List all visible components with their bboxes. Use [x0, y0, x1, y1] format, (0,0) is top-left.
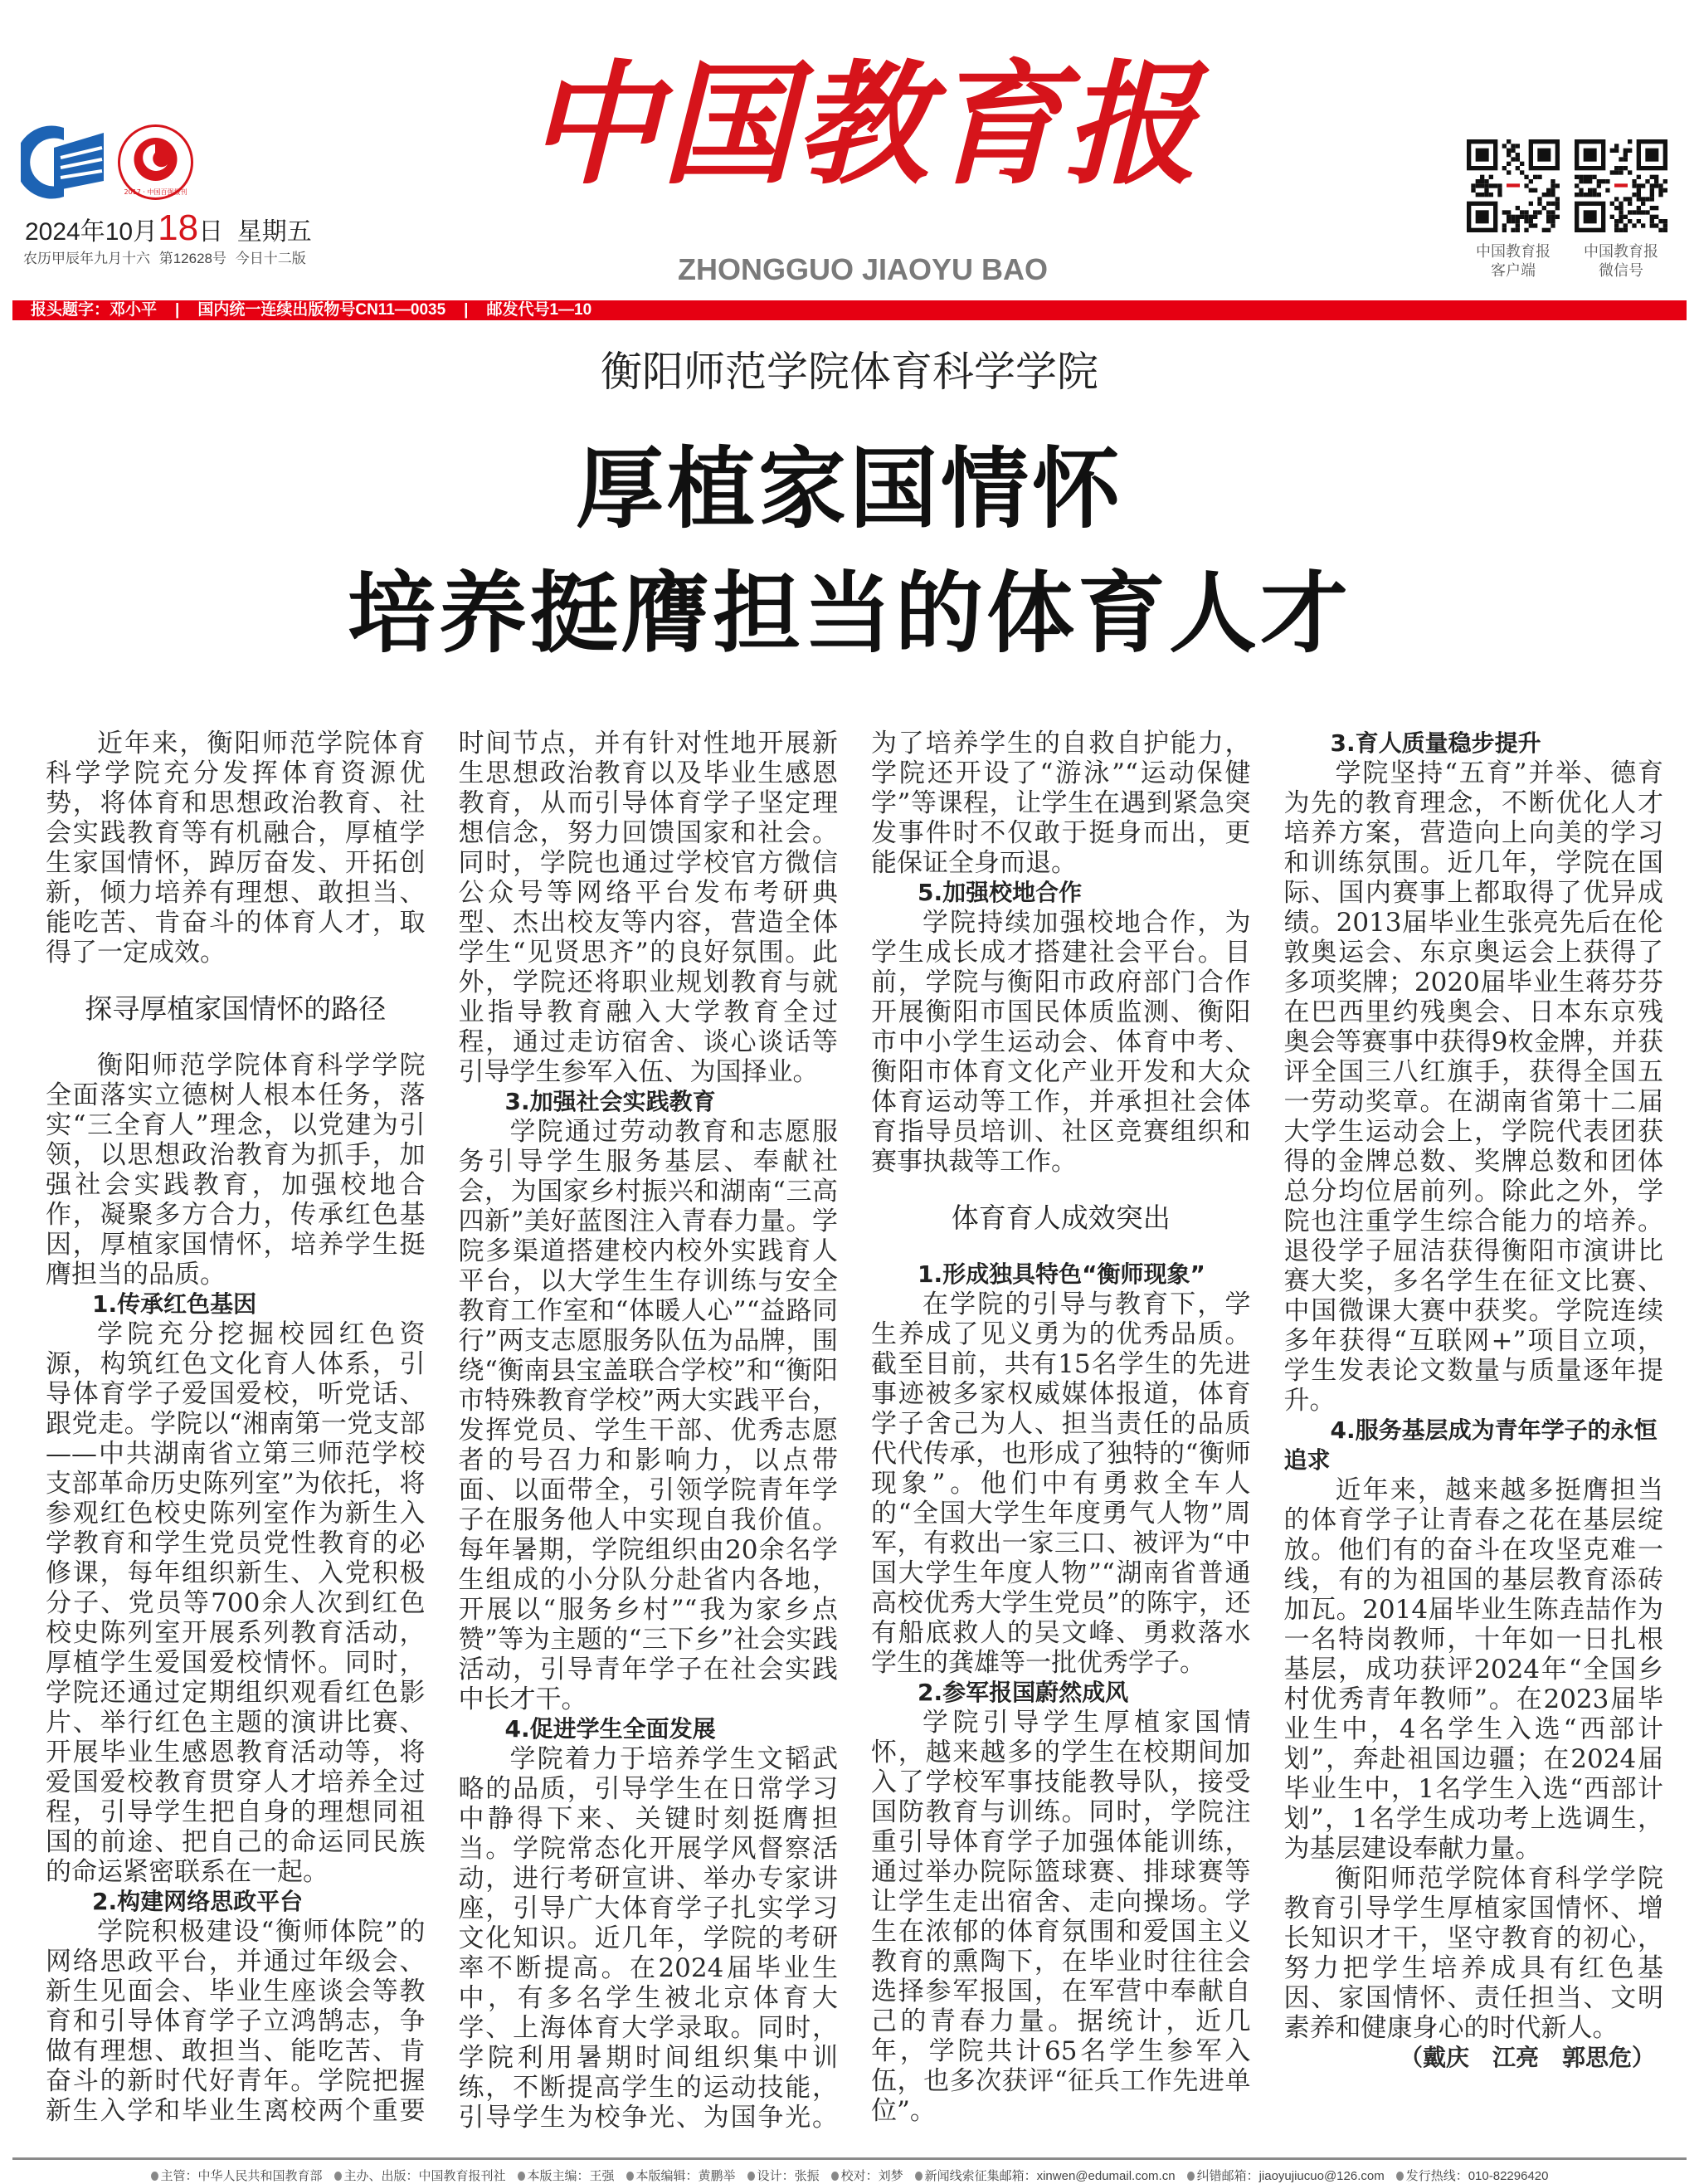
subsection-heading: 4.促进学生全面发展	[504, 1715, 716, 1743]
footer-item	[915, 2169, 1176, 2183]
bullet-icon	[518, 2172, 525, 2181]
article-title-line-2: 培养挺膺担当的体育人才	[348, 561, 1351, 665]
subsection-heading: 2.参军报国蔚然成风	[918, 1679, 1129, 1706]
paragraph: 学院坚持“五育”并举、德育为先的教育理念，不断优化人才培养方案，营造向上向美的学习和训练氛围。近几年，学院在国际、国内赛事上都取得了优异成绩。2013届毕业生张亮先后在伦敦奥运会、东京奥运会上获得了多项奖牌；2020届毕业生蒋芬芬在巴西里约残奥会、日本东京残奥会等赛事中获得9枚金牌，并获评全国三八红旗手，获得全国五一劳动奖章。在湖南省第十二届大学生运动会上，学院代表团获得的金牌总数、奖牌总数和团体总分均位居前列。除此之外，学院也注重学生综合能力的培养。退役学子屈洁获得衡阳市演讲比赛大奖，多名学生在征文比赛、中国微课大赛中获奖。学院连续多年获得“互联网+”项目立项，学生发表论文数量与质量逐年提升。	[1283, 758, 1663, 1416]
subsection-heading: 4.服务基层成为青年学子的永恒追求	[1283, 1416, 1658, 1474]
masthead-info-bar	[12, 300, 1687, 320]
section-heading: 体育育人成效突出	[951, 1202, 1171, 1234]
qr-label-wechat	[1563, 242, 1679, 280]
paragraph: 在学院的引导与教育下，学生养成了见义勇为的优秀品质。截至目前，共有15名学生的先进事迹被多家权威媒体报道，体育学子舍己为人、担当责任的品质代代传承，也形成了独特的“衡师现象”。他们中有勇救全车人的“全国大学生年度勇气人物”周军，有救出一家三口、被评为“中国大学生年度人物”“湖南省普通高校优秀大学生党员”的陈宇，还有船底救人的吴文峰、勇救落水学生的龚雄等一批优秀学子。	[871, 1289, 1251, 1678]
paragraph: 衡阳师范学院体育科学学院全面落实立德树人根本任务，落实“三全育人”理念，以党建为引领，以思想政治教育为抓手，加强社会实践教育，加强校地合作，凝聚多方合力，传承红色基因，厚植家国情怀，培养学生挺膺担当的品质。	[46, 1051, 426, 1289]
author-byline: （戴庆 江亮 郭思危）	[1399, 2044, 1655, 2071]
footer-item	[151, 2169, 323, 2183]
subsection-heading: 1.形成独具特色“衡师现象”	[918, 1260, 1205, 1288]
footer-item	[831, 2169, 903, 2183]
bullet-icon	[915, 2172, 923, 2181]
qr-label-line: 中国教育报	[1476, 243, 1551, 260]
footer-item-text: 校对：刘梦	[840, 2169, 903, 2183]
article-title-line-1: 厚植家国情怀	[576, 436, 1123, 540]
footer-item-text: 主管：中华人民共和国教育部	[160, 2169, 323, 2183]
paragraph: 学院引导学生厚植家国情怀，越来越多的学生在校期间加入了学校军事技能教导队，接受国防教育与训练。同时，学院注重引导体育学子加强体能训练，通过举办院际篮球赛、排球赛等让学生走出宿舍、走向操场。学生在浓郁的体育氛围和爱国主义教育的熏陶下，在毕业时往往会选择参军报国，在军营中奉献自己的青春力量。据统计，近几年，学院共计65名学生参军入伍，也多次获评“征兵工作先进单位”。	[871, 1708, 1251, 2126]
lunar-issue-info: 农历甲辰年九月十六 第12628号 今日十二版	[23, 251, 306, 266]
weekday: 星期五	[236, 218, 312, 246]
article-kicker: 衡阳师范学院体育科学学院	[601, 348, 1098, 396]
issue-date	[25, 207, 312, 249]
footer-item	[1187, 2169, 1385, 2183]
qr-label-line: 客户端	[1491, 262, 1536, 279]
qr-code-icon[interactable]	[1467, 139, 1560, 232]
top-100-newspaper-seal-icon	[116, 123, 195, 202]
footer-item	[334, 2169, 506, 2183]
footer-item-text: 主办、出版：中国教育报刊社	[343, 2169, 506, 2183]
footer-item-text: 纠错邮箱：jiaoyujiucuo@126.com	[1196, 2169, 1385, 2183]
qr-label-line: 中国教育报	[1584, 243, 1658, 260]
qr-code-icon[interactable]	[1575, 139, 1667, 232]
paragraph: 学院通过劳动教育和志愿服务引导学生服务基层、奉献社会，为国家乡村振兴和湖南“三高四新”美好蓝图注入青春力量。学院多渠道搭建校内校外实践育人平台，以大学生生存训练与安全教育工作室和“体暖人心”“益路同行”两支志愿服务队伍为品牌，围绕“衡南县宝盖联合学校”和“衡阳市特殊教育学校”两大实践平台，发挥党员、学生干部、优秀志愿者的号召力和影响力，以点带面、以面带全，引领学院青年学子在服务他人中实现自我价值。每年暑期，学院组织由20余名学生组成的小分队分赴省内各地，开展以“服务乡村”“我为家乡点赞”等为主题的“三下乡”社会实践活动，引导青年学子在社会实践中长才干。	[458, 1117, 838, 1714]
svg-text:2017 · 中国百强报刊: 2017 · 中国百强报刊	[124, 188, 187, 196]
date-day: 18	[158, 207, 199, 248]
bullet-icon	[151, 2172, 158, 2181]
separator: |	[175, 301, 180, 319]
bullet-icon	[1396, 2172, 1404, 2181]
paragraph: 近年来，衡阳师范学院体育科学学院充分发挥体育资源优势，将体育和思想政治教育、社会实践教育等有机融合，厚植学生家国情怀，踔厉奋发、开拓创新，倾力培养有理想、敢担当、能吃苦、肯奋斗的体育人才，取得了一定成效。	[46, 729, 426, 968]
bullet-icon	[626, 2172, 634, 2181]
subsection-heading: 5.加强校地合作	[918, 879, 1083, 906]
article-body	[46, 729, 1663, 2133]
subsection-heading: 3.育人质量稳步提升	[1330, 729, 1541, 757]
publisher-logo-icon	[21, 123, 108, 202]
masthead-pinyin: ZHONGGUO JIAOYU BAO	[677, 252, 1049, 286]
date-day-suffix: 日	[198, 218, 224, 246]
footer-item	[1396, 2169, 1549, 2183]
qr-label-line: 微信号	[1599, 262, 1643, 279]
paragraph: 学院积极建设“衡师体院”的网络思政平台，并通过年级会、新生见面会、毕业生座谈会等教育和引导体育学子立鸿鹄志，争做有理想、敢担当、能吃苦、肯奋斗的新时代好青年。学院把握新生入学和毕业生离校两个重要时间节点，并有针对性地开展新生思想政治教育以及毕业生感恩教育，从而引导体育学子坚定理想信念，努力回馈国家和社会。同时，学院也通过学校官方微信公众号等网络平台发布考研典型、杰出校友等内容，营造全体学生“见贤思齐”的良好氛围。此外，学院还将职业规划教育与就业指导教育融入大学教育全过程，通过走访宿舍、谈心谈话等引导学生参军入伍、为国择业。	[46, 729, 838, 2126]
footer-item	[518, 2169, 615, 2183]
footer-item-text: 新闻线索征集邮箱：xinwen@edumail.com.cn	[924, 2169, 1176, 2183]
separator: |	[464, 301, 469, 319]
inscription-credit: 报头题字：邓小平	[31, 301, 158, 319]
footer-item	[626, 2169, 736, 2183]
bullet-icon	[334, 2172, 342, 2181]
footer-item-text: 设计：张振	[757, 2169, 820, 2183]
footer-credits	[0, 2167, 1699, 2184]
subsection-heading: 3.加强社会实践教育	[504, 1088, 716, 1115]
date-year-month: 2024年10月	[25, 218, 158, 246]
paragraph: 学院充分挖掘校园红色资源，构筑红色文化育人体系，引导体育学子爱国爱校，听党话、跟党走。学院以“湘南第一党支部——中共湖南省立第三师范学校支部革命历史陈列室”为依托，将参观红色校史陈列室作为新生入学教育和学生党员党性教育的必修课，每年组织新生、入党积极分子、党员等700余人次到红色校史陈列室开展系列教育活动，厚植学生爱国爱校情怀。同时，学院还通过定期组织观看红色影片、举行红色主题的演讲比赛、开展毕业生感恩教育活动等，将爱国爱校教育贯穿人才培养全过程，引导学生把自身的理想同祖国的前途、把自己的命运同民族的命运紧密联系在一起。	[46, 1319, 426, 1887]
bullet-icon	[831, 2172, 839, 2181]
paragraph: 学院着力于培养学生文韬武略的品质，引导学生在日常学习中静得下来、关键时刻挺膺担当。学院常态化开展学风督察活动，进行考研宣讲、举办专家讲座，引导广大体育学子扎实学习文化知识。近几年，学院的考研率不断提高。在2024届毕业生中，有多名学生被北京体育大学、上海体育大学录取。同时，学院利用暑期时间组织集中训练，不断提高学生的运动技能，引导学生为校争光、为国争光。为了培养学生的自救自护能力，学院还开设了“游泳”“运动保健学”等课程，让学生在遇到紧急突发事件时不仅敢于挺身而出，更能保证全身而退。	[458, 729, 1251, 2133]
paragraph: 学院持续加强校地合作，为学生成长成才搭建社会平台。目前，学院与衡阳市政府部门合作开展衡阳市国民体质监测、衡阳市中小学生运动会、体育中考、衡阳市体育文化产业开发和大众体育运动等工作，并承担社会体育指导员培训、社区竞赛组织和赛事执裁等工作。	[871, 908, 1251, 1177]
footer-divider	[12, 2157, 1687, 2160]
paragraph: 衡阳师范学院体育科学学院教育引导学生厚植家国情怀、增长知识才干，坚守教育的初心，努力把学生培养成具有红色基因、家国情怀、责任担当、文明素养和健康身心的时代新人。	[1283, 1864, 1663, 2043]
subsection-heading: 2.构建网络思政平台	[92, 1888, 304, 1915]
section-heading: 探寻厚植家国情怀的路径	[85, 992, 387, 1025]
subsection-heading: 1.传承红色基因	[92, 1290, 257, 1318]
qr-label-app	[1455, 242, 1571, 280]
bullet-icon	[1187, 2172, 1195, 2181]
bullet-icon	[747, 2172, 755, 2181]
footer-item-text: 本版编辑：黄鹏举	[635, 2169, 736, 2183]
footer-item-text: 本版主编：王强	[527, 2169, 615, 2183]
footer-item-text: 发行热线：010-82296420	[1405, 2169, 1549, 2183]
cn-serial-number: 国内统一连续出版物号CN11—0035	[197, 301, 446, 319]
masthead-title: 中国教育报	[526, 46, 1199, 202]
footer-item	[747, 2169, 820, 2183]
postal-code: 邮发代号1—10	[486, 301, 592, 319]
paragraph: 近年来，越来越多挺膺担当的体育学子让青春之花在基层绽放。他们有的奋斗在攻坚克难一线，有的为祖国的基层教育添砖加瓦。2014届毕业生陈垚喆作为一名特岗教师，十年如一日扎根基层，成功获评2024年“全国乡村优秀青年教师”。在2023届毕业生中，4名学生入选“西部计划”，奔赴祖国边疆；在2024届毕业生中，1名学生入选“西部计划”，1名学生成功考上选调生，为基层建设奉献力量。	[1283, 1475, 1663, 1864]
